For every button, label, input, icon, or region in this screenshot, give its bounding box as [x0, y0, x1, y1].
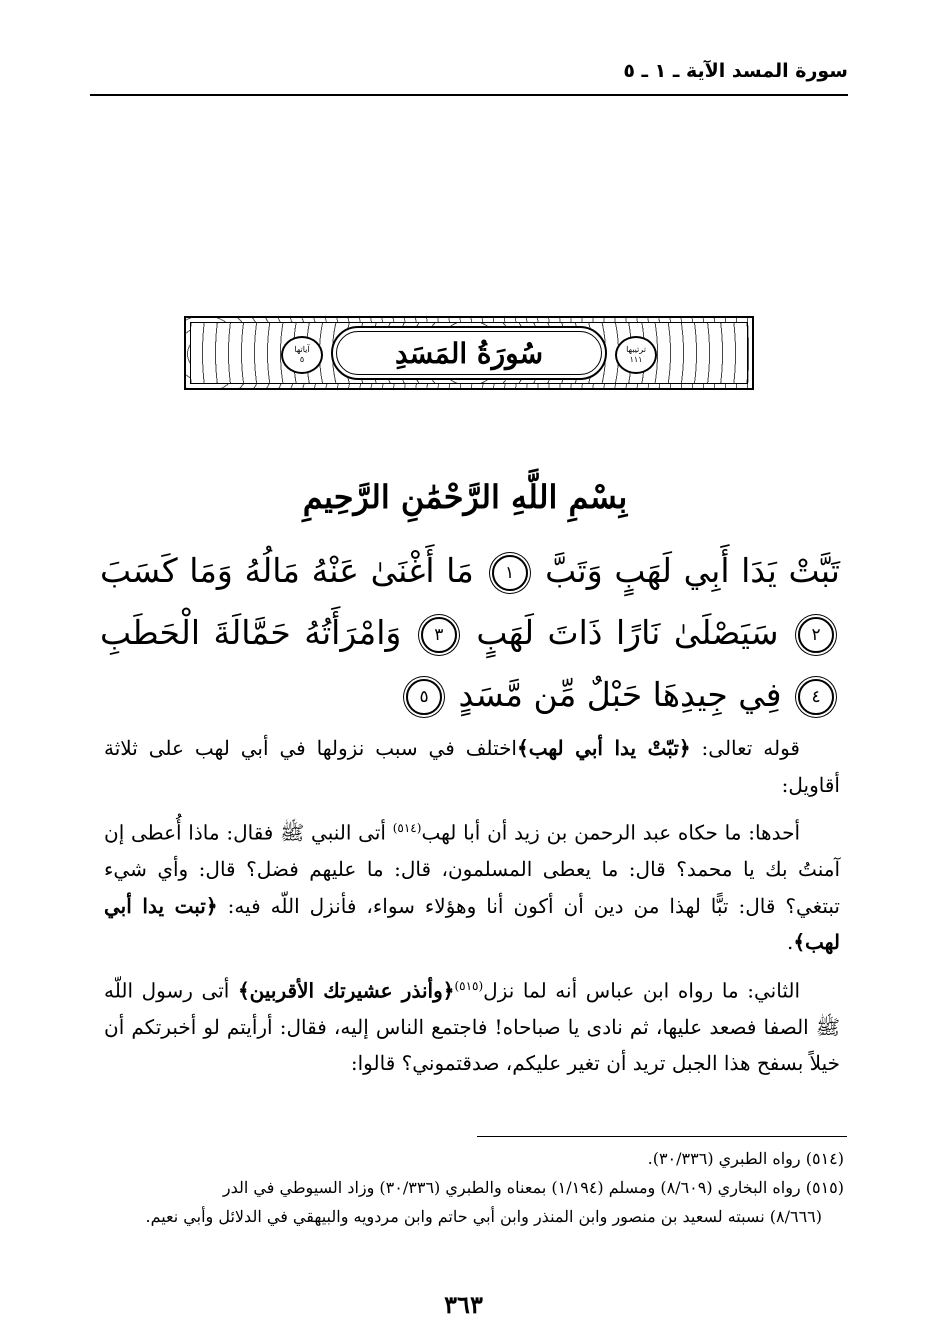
ayah-text: سَيَصْلَىٰ نَارًا ذَاتَ لَهَبٍ: [476, 613, 779, 652]
footnote: (٥١٤) رواه الطبري (٣٠/٣٣٦).: [647, 1149, 844, 1168]
ayah-text: مَا أَغْنَىٰ عَنْهُ مَالُهُ وَمَا كَسَبَ: [100, 551, 474, 590]
text-run: أحدها: ما حكاه عبد الرحمن بن زيد أن أبا لهب: [421, 820, 800, 845]
commentary: [104, 730, 840, 1082]
ayah-text: فِي جِيدِهَا حَبْلٌ مِّن مَّسَدٍ: [458, 675, 782, 714]
ayat-count: ٥: [299, 355, 305, 364]
sura-name-cartouche: [331, 326, 607, 380]
quran-text: [100, 540, 840, 726]
sura-title-banner: [184, 316, 754, 390]
sura-name: سُورَةُ المَسَدِ: [394, 336, 544, 370]
ayah-text: تَبَّتْ يَدَا أَبِي لَهَبٍ وَتَبَّ: [545, 551, 840, 590]
footnotes: [104, 1144, 844, 1231]
quoted-verse: ﴿وأنذر عشيرتك الأقربين﴾: [237, 978, 455, 1003]
running-title: سورة المسد الآية ـ ١ ـ ٥: [623, 60, 848, 82]
running-header: [90, 60, 848, 96]
ayah-number-marker: ٣: [421, 617, 457, 653]
text-run: اختلف في سبب نزولها في أبي لهب على ثلاثة أقاويل:: [104, 736, 840, 797]
text-run: الثاني: ما رواه ابن عباس أنه لما نزل: [483, 978, 801, 1003]
order-label: ترتيبها: [626, 345, 646, 354]
order-number: ١١١: [629, 355, 643, 364]
quoted-verse: ﴿تبّتْ يدا أبي لهب﴾: [516, 736, 691, 760]
text-run: أتى رسول اللّه ﷺ الصفا فصعد عليها، ثم نادى يا صباحاه! فاجتمع الناس إليه، فقال: أرأيتم لو أخبرتكم أن خيلاً بسفح هذا الجبل تريد أن تغير عليكم، صدقتموني؟ قالوا:: [104, 978, 840, 1076]
text-run: أتى النبي ﷺ فقال: ماذا أُعطى إن آمنتُ بك يا محمد؟ قال: ما يعطى المسلمون، قال: ما عليهم فضل؟ قال: وأي شيء تبتغي؟ قال: تبًّا لهذا من دين أن أكون أنا وهؤلاء سواء، فأنزل اللّه فيه:: [104, 820, 841, 918]
ayah-number-marker: ١: [492, 555, 528, 591]
ayat-count-medallion: [281, 336, 323, 374]
paragraph: [104, 810, 840, 961]
basmala: بِسْمِ اللَّهِ الرَّحْمَٰنِ الرَّحِيمِ: [302, 478, 628, 516]
sura-order-medallion: [615, 336, 657, 374]
footnote-ref: (٥١٥): [454, 978, 484, 993]
ayah-text: وَامْرَأَتُهُ حَمَّالَةَ الْحَطَبِ: [100, 613, 402, 652]
quoted-verse: ﴿تبت يدا أبي لهب﴾: [104, 893, 840, 955]
footnote-continuation: (٨/٦٦٦) نسبته لسعيد بن منصور وابن المنذر وابن أبي حاتم وابن مردويه والبيهقي في الدلائل وأبي نعيم.: [145, 1207, 822, 1226]
text-run: .: [786, 930, 794, 955]
footnote-ref: (٥١٤): [392, 821, 422, 835]
ayah-number-marker: ٤: [798, 679, 834, 715]
page-number: ٣٦٣: [444, 1290, 483, 1319]
header-rule: [90, 94, 848, 96]
text-run: قوله تعالى:: [690, 736, 800, 760]
footnote-separator: [477, 1136, 847, 1137]
paragraph: [104, 730, 840, 803]
ayah-number-marker: ٢: [798, 617, 834, 653]
footnote: (٥١٥) رواه البخاري (٨/٦٠٩) ومسلم (١/١٩٤) بمعناه والطبري (٣٠/٣٣٦) وزاد السيوطي في الدر: [222, 1178, 844, 1197]
ayah-number-marker: ٥: [406, 679, 442, 715]
ayat-label: آياتها: [294, 345, 310, 354]
paragraph: [104, 968, 840, 1082]
